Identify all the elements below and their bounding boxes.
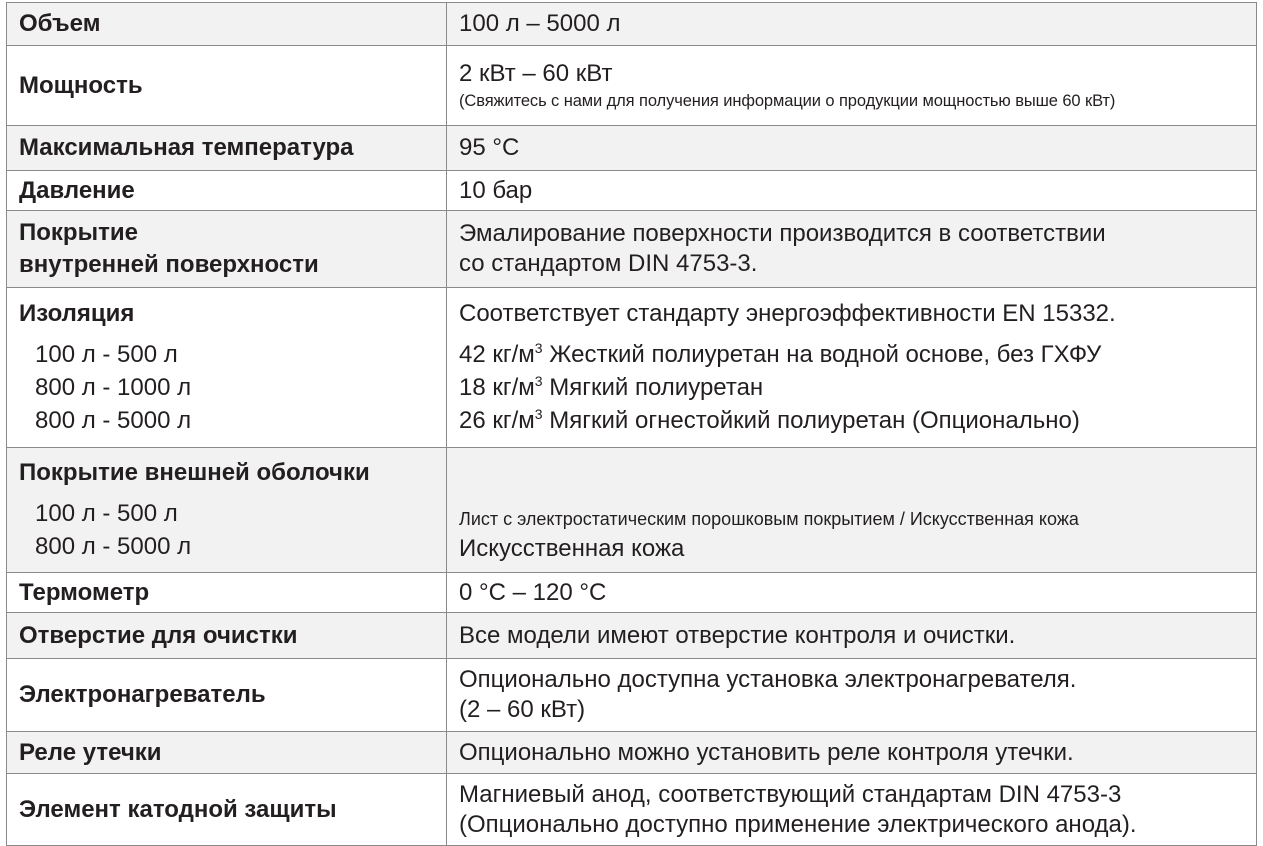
row-label: Термометр [7, 573, 447, 613]
sub-label: 100 л - 500 л [35, 341, 178, 368]
row-value: (Опционально доступно применение электрического анода). [459, 810, 1137, 838]
row-value: Искусственная кожа [459, 535, 685, 562]
row-label: Давление [7, 171, 447, 211]
row-power [7, 46, 1257, 126]
insulation-spec [459, 338, 1256, 371]
row-value: Опционально доступна установка электронагревателя. [459, 666, 1077, 693]
row-thermometer [7, 573, 1257, 613]
row-label-cell [7, 288, 447, 448]
row-value-cell [447, 211, 1257, 288]
material: Жесткий полиуретан на водной основе, без ГХФУ [542, 341, 1102, 368]
density: 42 кг/м [459, 341, 535, 368]
density: 26 кг/м [459, 407, 535, 434]
row-label: Изоляция [19, 300, 135, 327]
row-value: (2 – 60 кВт) [459, 696, 586, 723]
row-inner-coating [7, 211, 1257, 288]
row-insulation [7, 288, 1257, 448]
row-value-cell [447, 46, 1257, 126]
row-value: Все модели имеют отверстие контроля и очистки. [447, 613, 1257, 659]
row-label: Максимальная температура [7, 126, 447, 171]
row-volume [7, 3, 1257, 46]
row-outer-coating [7, 448, 1257, 573]
row-label: Отверстие для очистки [7, 613, 447, 659]
superscript: 3 [534, 373, 543, 389]
row-value: Магниевый анод, соответствующий стандартам DIN 4753-3 [459, 780, 1122, 808]
row-value-cell [447, 288, 1257, 448]
row-label: Мощность [7, 46, 447, 126]
row-value: Опционально можно установить реле контроля утечки. [447, 732, 1257, 774]
row-value: со стандартом DIN 4753-3. [459, 250, 758, 277]
row-value: Эмалирование поверхности производится в соответствии [459, 220, 1106, 247]
sub-label: 800 л - 5000 л [35, 533, 192, 560]
row-label: Покрытие [19, 219, 138, 246]
row-value: 95 °C [447, 126, 1257, 171]
spec-table [6, 2, 1257, 846]
row-note: (Свяжитесь с нами для получения информации о продукции мощностью выше 60 кВт) [459, 91, 1116, 110]
row-value: Соответствует стандарту энергоэффективности EN 15332. [459, 300, 1116, 327]
row-label-cell [7, 211, 447, 288]
row-value: 0 °C – 120 °C [447, 573, 1257, 613]
row-label: Реле утечки [7, 732, 447, 774]
row-value: 100 л – 5000 л [447, 3, 1257, 46]
row-label: внутренней поверхности [19, 251, 319, 278]
row-value: Лист с электростатическим порошковым покрытием / Искусственная кожа [459, 509, 1079, 529]
row-value-cell [447, 659, 1257, 732]
row-label: Элемент катодной защиты [7, 774, 447, 846]
row-label: Объем [7, 3, 447, 46]
row-value: 10 бар [447, 171, 1257, 211]
row-pressure [7, 171, 1257, 211]
material: Мягкий огнестойкий полиуретан (Опционально) [542, 407, 1080, 434]
superscript: 3 [534, 340, 543, 356]
row-max-temperature [7, 126, 1257, 171]
row-label: Электронагреватель [7, 659, 447, 732]
row-value-cell [447, 448, 1257, 573]
insulation-spec [459, 371, 1256, 404]
insulation-spec [459, 404, 1256, 437]
density: 18 кг/м [459, 374, 535, 401]
sub-label: 800 л - 1000 л [35, 374, 192, 401]
sub-label: 800 л - 5000 л [35, 407, 192, 434]
row-value: 2 кВт – 60 кВт [459, 59, 613, 87]
superscript: 3 [534, 406, 543, 422]
row-leak-relay [7, 732, 1257, 774]
row-cleaning-hole [7, 613, 1257, 659]
material: Мягкий полиуретан [542, 374, 764, 401]
row-label-cell [7, 448, 447, 573]
sub-label: 100 л - 500 л [35, 500, 178, 527]
row-heater [7, 659, 1257, 732]
row-label: Покрытие внешней оболочки [19, 459, 370, 486]
